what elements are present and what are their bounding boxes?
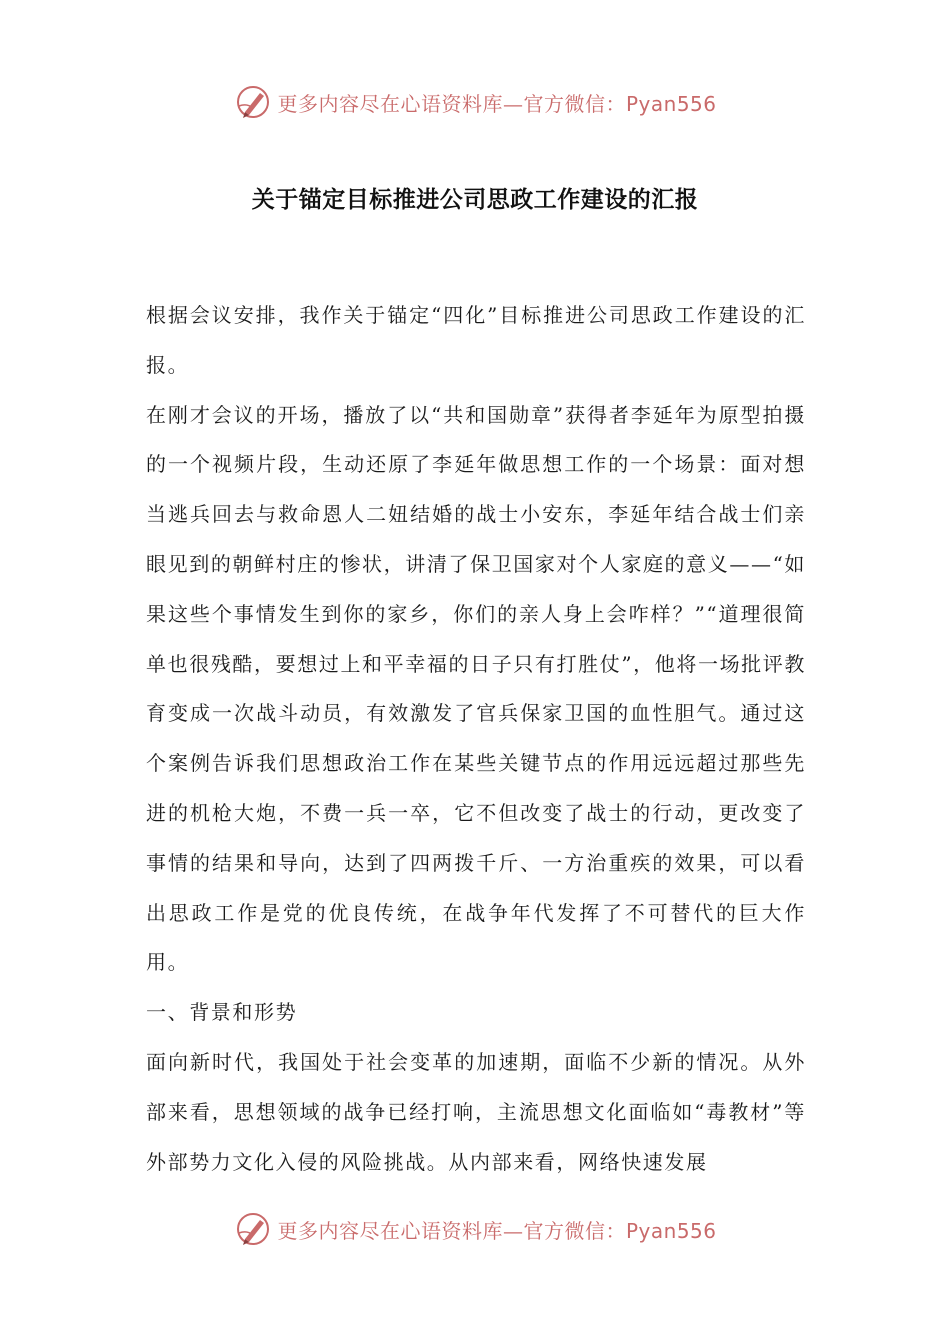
section-heading: 一、背景和形势 <box>146 1000 298 1025</box>
paragraph: 面向新时代，我国处于社会变革的加速期，面临不少新的情况。从外部来看，思想领域的战争已经打响，主流思想文化面临如“毒教材”等外部势力文化入侵的风险挑战。从内部来看，网络快速发展 <box>146 1049 806 1174</box>
pen-logo-icon <box>233 82 273 122</box>
pen-logo-icon <box>233 1209 273 1249</box>
footer-banner-text <box>277 1215 716 1244</box>
banner-main-text: 更多内容尽在心语资料库—官方微信： <box>277 91 626 116</box>
footer-banner <box>0 1207 950 1251</box>
header-banner-text <box>277 88 716 117</box>
paragraph: 根据会议安排，我作关于锚定“四化”目标推进公司思政工作建设的汇报。 <box>146 303 806 377</box>
document-title: 关于锚定目标推进公司思政工作建设的汇报 <box>251 187 699 213</box>
header-banner <box>0 80 950 124</box>
banner-wechat-id: Pyan556 <box>625 91 717 116</box>
banner-main-text: 更多内容尽在心语资料库—官方微信： <box>277 1218 626 1243</box>
paragraph: 在刚才会议的开场，播放了以“共和国勋章”获得者李延年为原型拍摄的一个视频片段，生动还原了李延年做思想工作的一个场景：面对想当逃兵回去与救命恩人二妞结婚的战士小安东，李延年结合战士们亲眼见到的朝鲜村庄的惨状，讲清了保卫国家对个人家庭的意义——“如果这些个事情发生到你的家乡，你们的亲人身上会咋样？”“道理很简单也很残酷，要想过上和平幸福的日子只有打胜仗”，他将一场批评教育变成一次战斗动员，有效激发了官兵保家卫国的血性胆气。通过这个案例告诉我们思想政治工作在某些关键节点的作用远远超过那些先进的机枪大炮，不费一兵一卒，它不但改变了战士的行动，更改变了事情的结果和导向，达到了四两拨千斤、一方治重疾的效果，可以看出思政工作是党的优良传统，在战争年代发挥了不可替代的巨大作用。 <box>146 402 806 975</box>
banner-wechat-id: Pyan556 <box>625 1218 717 1243</box>
document-body <box>146 291 806 1187</box>
